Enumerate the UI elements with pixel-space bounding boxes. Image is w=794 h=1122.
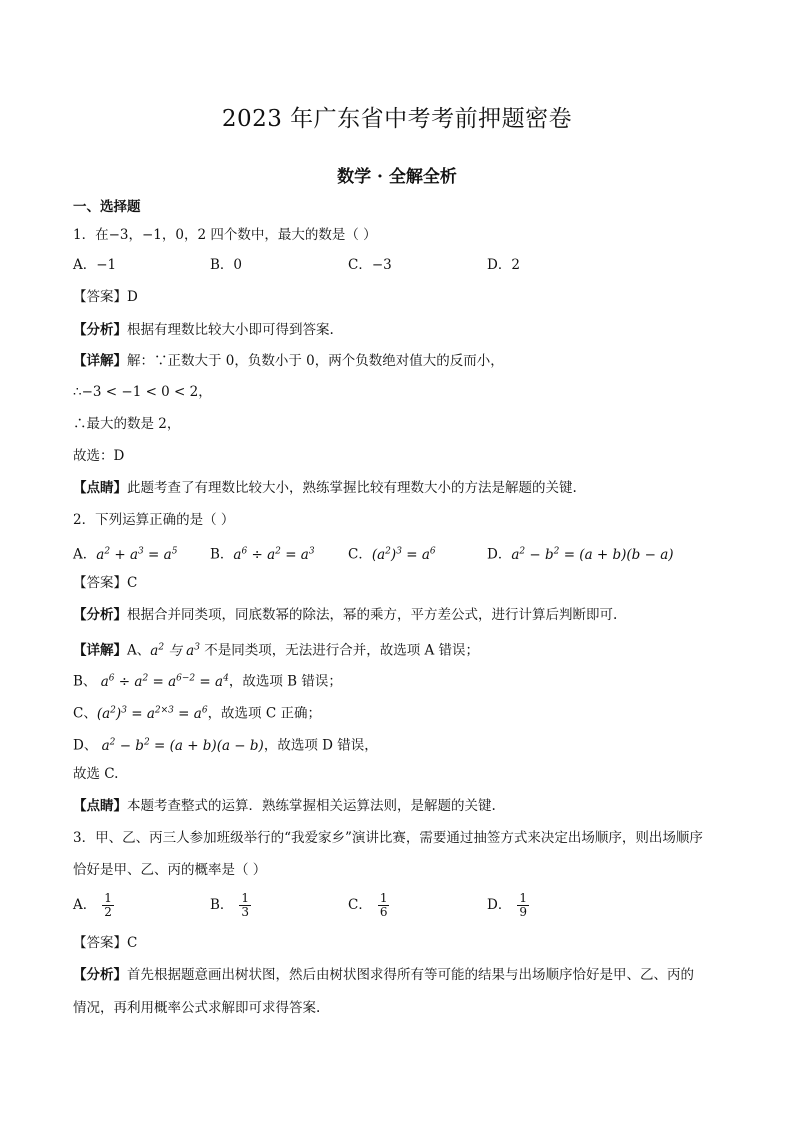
q2-option-b-label: B． <box>210 546 234 563</box>
q2-answer: 【答案】C <box>73 575 138 591</box>
section-heading: 一、选择题 <box>73 199 141 215</box>
q3-option-d-numerator: 1 <box>519 891 527 905</box>
q1-detail-tag: 【详解】 <box>73 353 127 369</box>
q2-detail-b <box>73 668 342 692</box>
q2-choose: 故选 C. <box>73 766 119 782</box>
q2-option-c-label: C． <box>348 546 372 563</box>
q3-analysis-line-1 <box>73 965 694 985</box>
q1-comment-text: 此题考查了有理数比较大小，熟练掌握比较有理数大小的方法是解题的关键. <box>127 480 577 496</box>
q3-analysis-tag: 【分析】 <box>73 967 127 983</box>
q2-detail-tag: 【详解】 <box>73 642 127 659</box>
q2-detail-b-lead: B、 <box>73 673 97 690</box>
q3-stem-line-1: 3．甲、乙、丙三人参加班级举行的“我爱家乡”演讲比赛，需要通过抽签方式来决定出场顺序，则出场顺序 <box>73 830 703 846</box>
q2-comment-tag: 【点睛】 <box>73 798 127 814</box>
q1-detail-text: 解：∵正数大于 0，负数小于 0，两个负数绝对值大的反而小， <box>127 353 504 369</box>
q1-analysis <box>73 320 334 340</box>
q2-detail-b-rest: ，故选项 B 错误； <box>228 673 342 690</box>
q1-step-2: ∴最大的数是 2， <box>73 416 181 432</box>
q3-analysis-line-2: 情况，再利用概率公式求解即可求得答案. <box>73 1000 321 1016</box>
q2-detail-b-formula: $a^6 \div a^2 = a^{6-2} = a^4$ <box>96 673 229 690</box>
q2-option-b <box>210 541 315 565</box>
q2-detail-a-lead: A、 <box>127 642 151 659</box>
q3-option-b-label: B． <box>210 897 234 913</box>
q1-detail <box>73 351 504 371</box>
q3-stem-line-2: 恰好是甲、乙、丙的概率是（ ） <box>73 862 267 878</box>
q3-option-c-label: C． <box>348 897 372 913</box>
q3-option-a <box>73 892 114 919</box>
q1-analysis-tag: 【分析】 <box>73 322 127 338</box>
q3-option-a-denominator: 2 <box>104 905 112 919</box>
q1-option-c: C．−3 <box>348 257 392 273</box>
q1-comment <box>73 478 577 498</box>
q2-analysis <box>73 605 617 625</box>
q3-option-d-label: D． <box>487 897 512 913</box>
q3-option-a-fraction <box>102 892 114 919</box>
q1-step-1: ∴−3 < −1 < 0 < 2， <box>73 384 212 400</box>
q2-option-c-formula: $(a^2)^3 = a^6$ <box>371 546 436 563</box>
q3-option-d-fraction <box>517 892 529 919</box>
q2-detail-d-lead: D、 <box>73 737 98 754</box>
q2-detail-c-lead: C、 <box>73 705 97 722</box>
document-subtitle: 数学 · 全解全析 <box>337 167 457 187</box>
q3-option-c <box>348 892 389 919</box>
q3-option-d-denominator: 9 <box>519 905 527 919</box>
q3-answer: 【答案】C <box>73 935 138 951</box>
q3-option-b <box>210 892 251 919</box>
q3-option-c-fraction <box>378 892 390 919</box>
q1-analysis-text: 根据有理数比较大小即可得到答案. <box>127 322 334 338</box>
q3-option-b-fraction <box>239 892 251 919</box>
q3-option-b-numerator: 1 <box>241 891 250 905</box>
q2-detail-c <box>73 700 321 724</box>
q1-option-d: D．2 <box>487 257 520 273</box>
q2-detail-a-rest: 不是同类项，无法进行合并，故选项 A 错误； <box>204 642 480 659</box>
q3-option-c-denominator: 6 <box>379 905 388 919</box>
q2-detail-d <box>73 732 378 756</box>
q2-option-d-label: D． <box>487 546 512 563</box>
q2-comment <box>73 796 496 816</box>
q2-detail-a-formula: $a^2$ 与 $a^3$ <box>150 642 200 659</box>
q2-detail-a <box>73 637 479 661</box>
q1-choose: 故选：D <box>73 448 125 464</box>
q2-detail-d-rest: ，故选项 D 错误， <box>263 737 378 754</box>
q1-option-b: B．0 <box>210 257 243 273</box>
q1-option-a: A．−1 <box>73 257 117 273</box>
q2-option-a-formula: $a^2 + a^3 = a^5$ <box>96 546 178 563</box>
q3-option-c-numerator: 1 <box>379 891 388 905</box>
q2-option-a-label: A． <box>73 546 97 563</box>
q3-option-d <box>487 892 529 919</box>
q2-option-d <box>487 541 674 565</box>
document-title: 2023 年广东省中考考前押题密卷 <box>221 106 573 132</box>
q2-option-c <box>348 541 436 565</box>
q3-analysis-text-1: 首先根据题意画出树状图，然后由树状图求得所有等可能的结果与出场顺序恰好是甲、乙、丙的 <box>127 967 694 983</box>
q2-detail-c-rest: ，故选项 C 正确； <box>207 705 321 722</box>
q3-option-b-denominator: 3 <box>241 905 250 919</box>
q2-analysis-tag: 【分析】 <box>73 607 127 623</box>
q1-comment-tag: 【点睛】 <box>73 480 127 496</box>
q2-option-d-formula: $a^2 - b^2 = (a + b)(b - a)$ <box>511 546 674 563</box>
q2-stem: 2．下列运算正确的是（ ） <box>73 512 235 528</box>
q2-detail-d-formula: $a^2 - b^2 = (a + b)(a - b)$ <box>97 737 264 754</box>
q3-option-a-numerator: 1 <box>104 891 112 905</box>
q1-stem: 1．在−3，−1，0，2 四个数中，最大的数是（ ） <box>73 227 377 243</box>
q2-option-a <box>73 541 177 565</box>
q2-option-b-formula: $a^6 \div a^2 = a^3$ <box>233 546 315 563</box>
q2-comment-text: 本题考查整式的运算．熟练掌握相关运算法则，是解题的关键. <box>127 798 496 814</box>
q2-analysis-text: 根据合并同类项，同底数幂的除法，幂的乘方，平方差公式，进行计算后判断即可. <box>127 607 618 623</box>
q2-detail-c-formula: $(a^2)^3 = a^{2\times 3} = a^6$ <box>96 705 208 722</box>
q1-answer: 【答案】D <box>73 289 138 305</box>
q3-option-a-label: A． <box>73 897 97 913</box>
